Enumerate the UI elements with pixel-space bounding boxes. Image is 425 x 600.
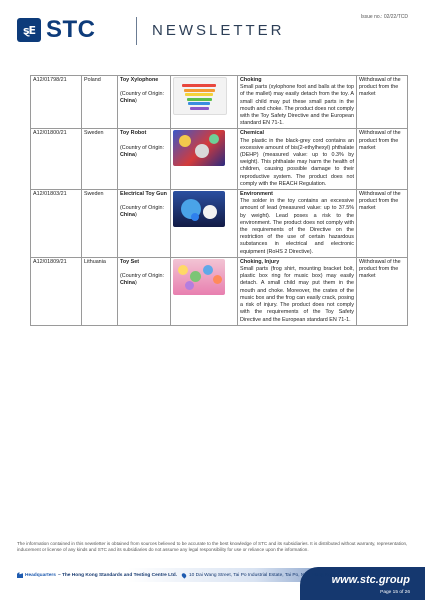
product-image-cell (171, 129, 238, 190)
table-row (31, 129, 408, 190)
origin-suffix: ) (134, 98, 137, 105)
product-cell (118, 129, 171, 190)
risk-description: Small parts (xylophone foot and balls at the top of the mallet) may easily detach from the toy. A small child may put these small parts in the mouth and choke. The product does not comply with the Toy Safety Directive and the European standard EN 71-1. (240, 84, 354, 127)
table-row (31, 76, 408, 129)
risk-description: The solder in the toy contains an excessive amount of lead (measured value: up to 37.5% by weight). Lead poses a risk to the environment. The product does not comply with the requirements of the Directive on the restriction of the use of certain hazardous substances in electrical and electronic equipment (RoHS 2 Directive). (240, 198, 354, 255)
measure-taken: Withdrawal of the product from the market (359, 191, 401, 212)
origin-prefix: (Country of Origin: (120, 144, 165, 151)
measure-cell (357, 190, 408, 258)
country-cell (82, 76, 118, 129)
photo-detail (191, 213, 199, 221)
risk-type: Choking, Injury (240, 258, 280, 265)
product-cell (118, 190, 171, 258)
recall-table (30, 75, 408, 326)
origin-prefix: (Country of Origin: (120, 205, 165, 212)
photo-detail (213, 275, 222, 284)
origin-country: China (120, 212, 135, 219)
product-name: Electrical Toy Gun (120, 191, 167, 198)
issue-number: Issue no.: 02/22/TCD (360, 14, 408, 20)
table-row (31, 190, 408, 258)
photo-detail (179, 135, 191, 147)
risk-cell (238, 257, 357, 325)
origin-country: China (120, 280, 135, 287)
country-cell (82, 257, 118, 325)
photo-detail (195, 144, 209, 158)
notifying-country: Poland (84, 77, 101, 83)
origin-suffix: ) (134, 212, 137, 219)
product-cell (118, 76, 171, 129)
stc-logo-text: STC (46, 16, 96, 43)
origin-country: China (120, 151, 135, 158)
reference-cell (31, 129, 82, 190)
reference-cell (31, 190, 82, 258)
xylophone-photo (173, 77, 227, 115)
product-image-cell (171, 190, 238, 258)
headquarters-label: Headquarters (25, 572, 56, 578)
headquarters-name: – The Hong Kong Standards and Testing Centre Ltd. (57, 572, 177, 578)
photo-detail (209, 134, 219, 144)
website-link[interactable]: www.stc.group (331, 574, 410, 586)
disclaimer-text: The information contained in this newsletter is obtained from sources believed to be accurate to the best knowledge of STC and its subsidiaries. It is distributed without warranty, representation, inducement or license of any kinds and STC and its subsidiaries do not assume any legal responsibility for use or reliance upon the information. (17, 541, 408, 553)
robot-photo (173, 130, 225, 166)
stc-logo (17, 18, 96, 42)
reference-number: A12/01809/21 (33, 258, 67, 265)
origin-suffix: ) (134, 280, 137, 287)
risk-cell (238, 129, 357, 190)
toy-set-photo (173, 259, 225, 295)
product-cell (118, 257, 171, 325)
reference-cell (31, 257, 82, 325)
photo-detail (178, 265, 188, 275)
product-image-cell (171, 76, 238, 129)
notifying-country: Sweden (84, 191, 104, 198)
reference-number: A12/01803/21 (33, 191, 67, 198)
page-footer (0, 562, 425, 600)
origin-country: China (120, 98, 135, 105)
risk-cell (238, 190, 357, 258)
origin-prefix: (Country of Origin: (120, 91, 165, 98)
reference-number: A12/01800/21 (33, 130, 67, 137)
xylophone-key (190, 107, 209, 110)
risk-type: Choking (240, 77, 262, 83)
product-image-cell (171, 257, 238, 325)
measure-taken: Withdrawal of the product from the market (359, 130, 401, 151)
product-name: Toy Xylophone (120, 77, 159, 83)
xylophone-key (187, 98, 212, 101)
product-name: Toy Set (120, 258, 140, 265)
building-icon (17, 572, 23, 578)
table-row (31, 257, 408, 325)
xylophone-key (188, 102, 210, 105)
photo-detail (203, 265, 213, 275)
page-number: Page 15 of 26 (380, 590, 410, 595)
country-cell (82, 129, 118, 190)
measure-taken: Withdrawal of the product from the market (359, 258, 401, 280)
headquarters-line (17, 572, 336, 578)
stc-logo-mark-icon: ȿE (17, 18, 41, 42)
risk-type: Environment (240, 191, 273, 198)
newsletter-header (0, 0, 425, 60)
product-name: Toy Robot (120, 130, 147, 137)
toy-gun-photo (173, 191, 225, 227)
country-cell (82, 190, 118, 258)
xylophone-key (185, 93, 213, 96)
xylophone-key (182, 84, 216, 87)
measure-taken: Withdrawal of the product from the market (359, 77, 401, 98)
photo-detail (185, 281, 194, 290)
notifying-country: Sweden (84, 130, 104, 137)
headquarters-address: 10 Dai Wang Street, Tai Po Industrial Estate, Tai Po, N.T., Hong Kong (188, 572, 337, 578)
risk-description: Small parts (frog shirt, mounting bracket bolt, plastic box ring for music box) may easily detach. A small child may put them in the mouth and choke. Moreover, the crates of the music box and the frog can easily crack, posing a risk of injury. The product does not comply with the requirements of the Toy Safety Directive and the European standard EN 71-1. (240, 266, 354, 323)
newsletter-title: NEWSLETTER (152, 22, 285, 39)
notifying-country: Lithuania (84, 258, 106, 265)
origin-prefix: (Country of Origin: (120, 273, 165, 280)
photo-detail (190, 271, 201, 282)
location-pin-icon (181, 572, 187, 578)
origin-suffix: ) (134, 151, 137, 158)
photo-detail (203, 205, 217, 219)
header-divider (136, 17, 137, 45)
measure-cell (357, 257, 408, 325)
risk-cell (238, 76, 357, 129)
reference-cell (31, 76, 82, 129)
measure-cell (357, 129, 408, 190)
reference-number: A12/01798/21 (33, 77, 67, 83)
risk-type: Chemical (240, 130, 264, 137)
risk-description: The plastic in the black-grey cord contains an excessive amount of bis(2-ethylhexyl) phthalate (DEHP) (measured value: up to 0.3% by weight). This phthalate may harm the health of children, causing possible damage to their reproductive system. The product does not comply with the REACH Regulation. (240, 137, 354, 187)
xylophone-key (184, 89, 215, 92)
measure-cell (357, 76, 408, 129)
